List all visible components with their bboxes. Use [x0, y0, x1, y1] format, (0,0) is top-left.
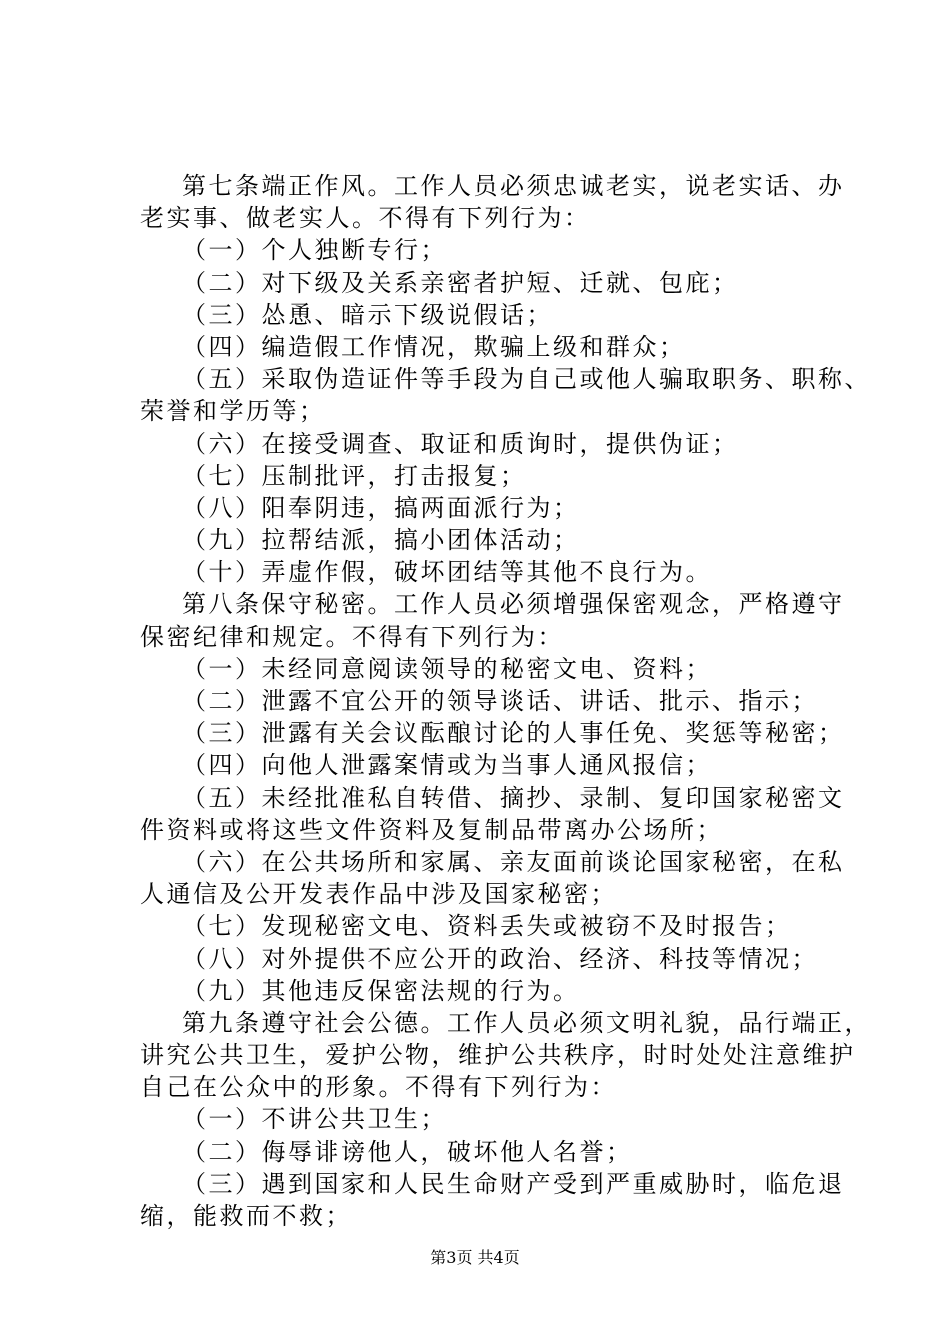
text-line: 件资料或将这些文件资料及复制品带离办公场所； [140, 815, 723, 844]
text-line: （一）个人独断专行； [182, 236, 447, 265]
text-line: （二）泄露不宜公开的领导谈话、讲话、批示、指示； [182, 687, 818, 715]
text-line: （七）发现秘密文电、资料丢失或被窃不及时报告； [182, 912, 792, 941]
text-line: （一）未经同意阅读领导的秘密文电、资料； [182, 654, 712, 683]
text-line: （五）采取伪造证件等手段为自己或他人骗取职务、职称、 [182, 365, 871, 394]
text-line: 讲究公共卫生，爱护公物，维护公共秩序，时时处处注意维护 [140, 1041, 856, 1070]
text-line: 缩，能救而不救； [140, 1202, 352, 1230]
text-line: （六）在接受调查、取证和质询时，提供伪证； [182, 429, 739, 458]
text-line: （一）不讲公共卫生； [182, 1105, 447, 1134]
text-line: （三）怂恿、暗示下级说假话； [182, 300, 553, 329]
text-line: （九）其他违反保密法规的行为。 [182, 976, 580, 1005]
text-line: （二）对下级及关系亲密者护短、迁就、包庇； [182, 268, 739, 297]
text-line: 第九条遵守社会公德。工作人员必须文明礼貌，品行端正， [182, 1008, 871, 1037]
text-line: 第八条保守秘密。工作人员必须增强保密观念，严格遵守 [182, 590, 845, 619]
text-line: 人通信及公开发表作品中涉及国家秘密； [140, 880, 617, 909]
text-line: 老实事、做老实人。不得有下列行为： [140, 204, 591, 233]
text-line: （二）侮辱诽谤他人，破坏他人名誉； [182, 1137, 633, 1166]
text-line: （七）压制批评，打击报复； [182, 461, 527, 490]
text-line: （四）编造假工作情况，欺骗上级和群众； [182, 332, 686, 361]
page-footer: 第3页 共4页 [430, 1248, 520, 1267]
text-line: （三）遇到国家和人民生命财产受到严重威胁时，临危退 [182, 1169, 845, 1198]
text-line: （四）向他人泄露案情或为当事人通风报信； [182, 751, 712, 780]
document-body [140, 170, 871, 1232]
text-line: （六）在公共场所和家属、亲友面前谈论国家秘密，在私 [182, 847, 845, 876]
text-line: （八）阳奉阴违，搞两面派行为； [182, 493, 580, 522]
text-line: 第七条端正作风。工作人员必须忠诚老实，说老实话、办 [182, 172, 845, 200]
text-line: 荣誉和学历等； [140, 397, 326, 426]
text-line: （八）对外提供不应公开的政治、经济、科技等情况； [182, 944, 818, 973]
text-line: 保密纪律和规定。不得有下列行为： [140, 622, 564, 651]
text-line: （三）泄露有关会议酝酿讨论的人事任免、奖惩等秘密； [182, 719, 845, 748]
text-line: 自己在公众中的形象。不得有下列行为： [140, 1073, 617, 1102]
text-line: （九）拉帮结派，搞小团体活动； [182, 526, 580, 555]
text-line: （十）弄虚作假，破坏团结等其他不良行为。 [182, 558, 712, 587]
text-line: （五）未经批准私自转借、摘抄、录制、复印国家秘密文 [182, 783, 845, 812]
